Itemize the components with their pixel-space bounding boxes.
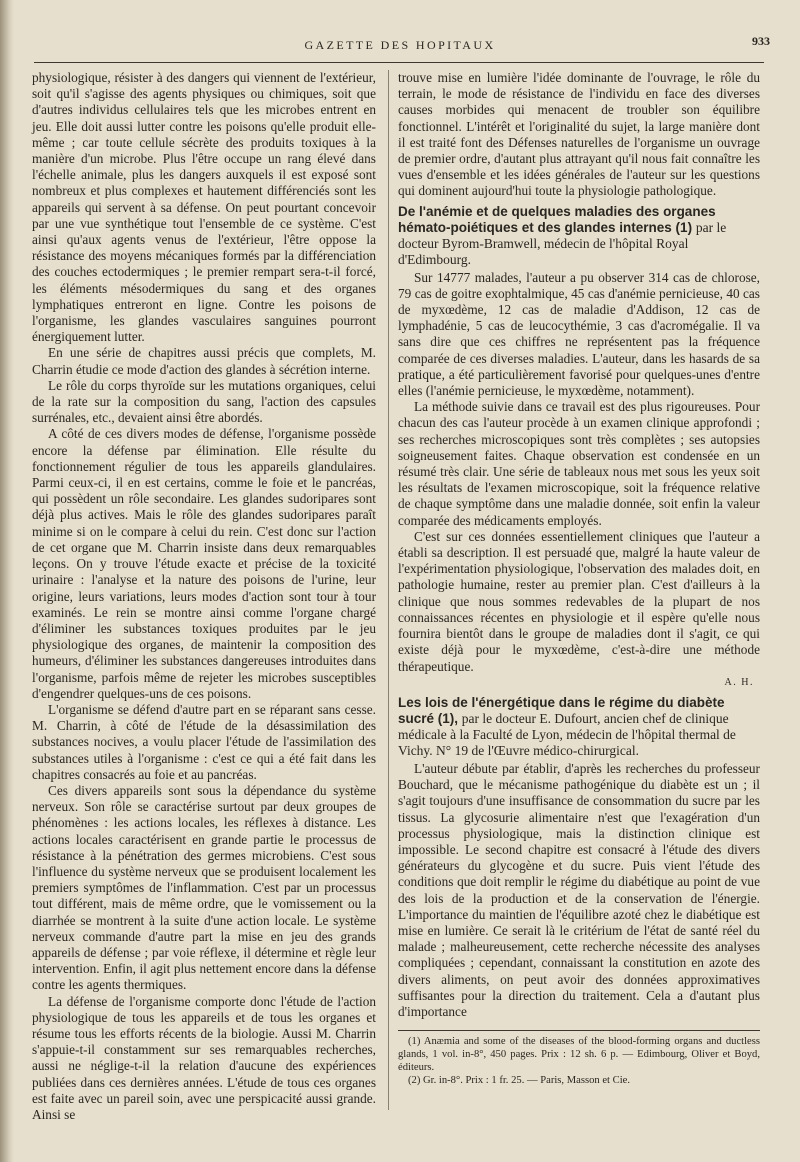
footnote: (1) Anæmia and some of the diseases of the blood-forming organs and ductless glands, 1 vol. in-8°, 450 pages. Prix : 12 sh. 6 p. — Edimbourg, Oliver et Boyd, éditeurs. xyxy=(398,1036,760,1074)
paragraph: L'auteur débute par établir, d'après les recherches du professeur Bouchard, que le mécanisme pathogénique du diabète est un ; il s'agit toujours d'une insuffisance de consommation du sucre par les tissus. La glycosurie alimentaire n'est que l'exagération d'un processus physiologique, mais la distinction clinique est impossible. Le second chapitre est consacré à l'étude des divers générateurs du glycogène et du sucre. Puis vient l'étude des conditions que doit remplir le régime du diabétique au point de vue des lois de la production et de la conservation de l'énergie. L'importance du maintien de l'équilibre azoté chez le diabétique est mise en lumière. Ce serait là le critérium de l'état de santé réel du malade ; malheureusement, cette recherche nécessite des analyses compliquées ; cependant, connaissant la constitution en azote des divers aliments, on peut avoir des données approximatives suffisantes pour la direction du traitement. Cela a d'autant plus d'importance xyxy=(398,760,760,1019)
page-binding-edge xyxy=(0,0,14,1162)
paragraph: trouve mise en lumière l'idée dominante de l'ouvrage, le rôle du terrain, le mode de résistance de l'individu en face des diverses causes morbides qui menacent de troubler son équilibre fonctionnel. L'intérêt et l'originalité du sujet, la large manière dont il est traité font des Défenses naturelles de l'organisme un ouvrage de premier ordre, d'autant plus attrayant qu'il nous fait connaître les vues d'ensemble et les idées générales de l'auteur sur les questions qui dominent aujourd'hui toute la physiologie pathologique. xyxy=(398,70,760,199)
article-heading-anemie xyxy=(398,204,760,268)
article-author: par le docteur Byrom-Bramwell, médecin de l'hôpital Royal d'Edimbourg. xyxy=(398,219,727,267)
article-signature: A. H. xyxy=(724,676,754,688)
paragraph: En une série de chapitres aussi précis que complets, M. Charrin étudie ce mode d'action des glandes à sécrétion interne. xyxy=(32,345,376,377)
article-author: par le docteur E. Dufourt, ancien chef de clinique médicale à la Faculté de Lyon, médecin de l'hôpital thermal de Vichy. N° 19 de l'Œuvre médico-chirurgical. xyxy=(398,710,736,758)
paragraph: La méthode suivie dans ce travail est des plus rigoureuses. Pour chacun des cas l'auteur procède à un examen clinique approfondi ; ses recherches microscopiques sont très complètes ; ses autopsies soigneusement faites. Chaque observation est condensée en un résumé très clair. Une série de tableaux nous met sous les yeux soit les résultats de l'examen microscopique, soit la fréquence relative de chaque symptôme dans une maladie donnée, soit enfin la valeur comparée des médicaments employés. xyxy=(398,399,760,528)
article-title: De l'anémie et de quelques maladies des organes hémato-poiétiques et des glandes internes (1) xyxy=(398,203,716,235)
paragraph: L'organisme se défend d'autre part en se réparant sans cesse. M. Charrin, à côté de l'étude de la désassimilation des substances nocives, a voulu placer l'étude de l'assimilation des substances utiles à l'organisme : c'est ce qui a été fait dans les chapitres consacrés au foie et au pancréas. xyxy=(32,701,376,782)
paragraph: physiologique, résister à des dangers qui viennent de l'extérieur, soit qu'il s'agisse des agents physiques ou chimiques, soit que d'autres individus cellulaires tels que les microbes entrent en jeu. Elle doit aussi lutter contre les poisons qu'elle produit elle-même ; car toute cellule sécrète des produits toxiques à la manière d'un microbe. Plus l'être occupe un rang élevé dans l'échelle animale, plus les dangers auxquels il est exposé sont nombreux et plus complexes et hautement différenciés sont les appareils qui servent à sa défense. On peut pourtant concevoir par une vue synthétique tout l'ensemble de ce système. C'est ainsi qu'aux agents venus de l'extérieur, l'être oppose la résistance des moyens mécaniques formés par la différenciation des couches ectodermiques ; le premier rempart sera-t-il forcé, les éléments mésodermiques du sang et des organes lymphatiques entreront en ligne. Contre les poisons de l'organisme, les glandes vasculaires sanguines pourront énergiquement lutter. xyxy=(32,70,376,345)
paragraph: La défense de l'organisme comporte donc l'étude de l'action physiologique de tous les appareils et de tous les organes et résume tous les efforts récents de la biologie. Aussi M. Charrin s'appuie-t-il constamment sur ses remarquables recherches, aussi ne néglige-t-il la relation d'aucune des expériences publiées dans ces dernières années. L'étude de tous ces organes est faite avec un pareil soin, avec une perspicacité aussi grande. Ainsi se xyxy=(32,993,376,1122)
header-rule xyxy=(34,62,764,63)
column-divider xyxy=(388,70,389,1110)
article-heading-diabete xyxy=(398,695,760,759)
paragraph: Ces divers appareils sont sous la dépendance du système nerveux. Son rôle se caractérise surtout par deux groupes de phénomènes : les actions locales, les réflexes à distance. Les actions locales caractérisent en grande partie le processus de résistance à la pénétration des germes microbiens. C'est sous l'influence du système nerveux que se produisent localement les premiers symptômes de l'inflammation. C'est par un processus tout différent, mais de même ordre, que le vomissement ou la diarrhée se montrent à la suite d'une action locale. Le système nerveux commande d'autre part la mise en jeu des grands appareils de défense ; par voie réflexe, il détermine et règle leur intervention. Enfin, il agit plus nettement encore dans la défense contre les agents thermiques. xyxy=(32,782,376,993)
article-title: Les lois de l'énergétique dans le régime du diabète sucré (1), xyxy=(398,694,725,726)
page-header xyxy=(30,34,770,58)
left-column xyxy=(32,70,376,1123)
footnote-rule xyxy=(398,1030,760,1031)
footnote: (2) Gr. in-8°. Prix : 1 fr. 25. — Paris, Masson et Cie. xyxy=(408,1075,630,1087)
paragraph: Sur 14777 malades, l'auteur a pu observer 314 cas de chlorose, 79 cas de goitre exophtalmique, 45 cas d'anémie pernicieuse, 40 cas de myxœdème, 12 cas de maladie d'Addison, 12 cas de lymphadénie, 5 cas de leucocythémie, 3 cas d'acromégalie. Il va sans dire que ces chiffres ne représentent pas la fréquence comparée de ces diverses maladies. L'auteur, dans les hasards de sa pratique, a été particulièrement favorisé pour quelques-unes d'entre elles (l'anémie pernicieuse, le myxœdème, notamment). xyxy=(398,269,760,399)
right-column xyxy=(398,70,760,1087)
paragraph: C'est sur ces données essentiellement cliniques que l'auteur a établi sa description. Il est persuadé que, malgré la haute valeur de l'expérimentation physiologique, l'observation des malades doit, en pathologie humaine, rester au premier plan. C'est d'ailleurs à la clinique que nous sommes redevables de la plupart de nos connaissances récentes en physiologie et il espère qu'elle nous fournira bientôt dans le groupe de maladies dont il s'agit, ce qui existe déjà pour le myxœdème, c'est-à-dire une méthode thérapeutique. xyxy=(398,528,760,674)
paragraph: Le rôle du corps thyroïde sur les mutations organiques, celui de la rate sur la composition du sang, l'action des capsules surrénales, etc., devaient ainsi être abordés. xyxy=(32,377,376,426)
footnotes xyxy=(398,1035,760,1087)
paragraph: A côté de ces divers modes de défense, l'organisme possède encore la défense par élimination. Elle résulte du fonctionnement régulier de tous les appareils glandulaires. Parmi ceux-ci, il en est certains, comme le foie et le pancréas, qui possèdent un rôle secondaire. Les glandes sudoripares sont déjà plus actives. Mais le rôle des glandes sudoripares paraît minime si on le compare à celui du rein. C'est donc sur l'action de cet organe que M. Charrin insiste dans deux remarquables leçons. On y trouve l'étude exacte et précise de la toxicité urinaire : l'analyse et la nature des poisons de l'urine, leur origine, leurs variations, leurs modes d'action sont tour à tour examinés. Le rein se montre ainsi comme l'organe chargé d'éliminer les substances toxiques produites par le jeu physiologique des organes, de maintenir la composition des humeurs, d'éliminer les substances dangereuses introduites dans l'organisme, parfois même de rejeter les microbes susceptibles d'engendrer quelques-uns de ces poisons. xyxy=(32,426,376,701)
running-title: GAZETTE DES HOPITAUX xyxy=(304,38,496,52)
page-number: 933 xyxy=(752,34,770,48)
